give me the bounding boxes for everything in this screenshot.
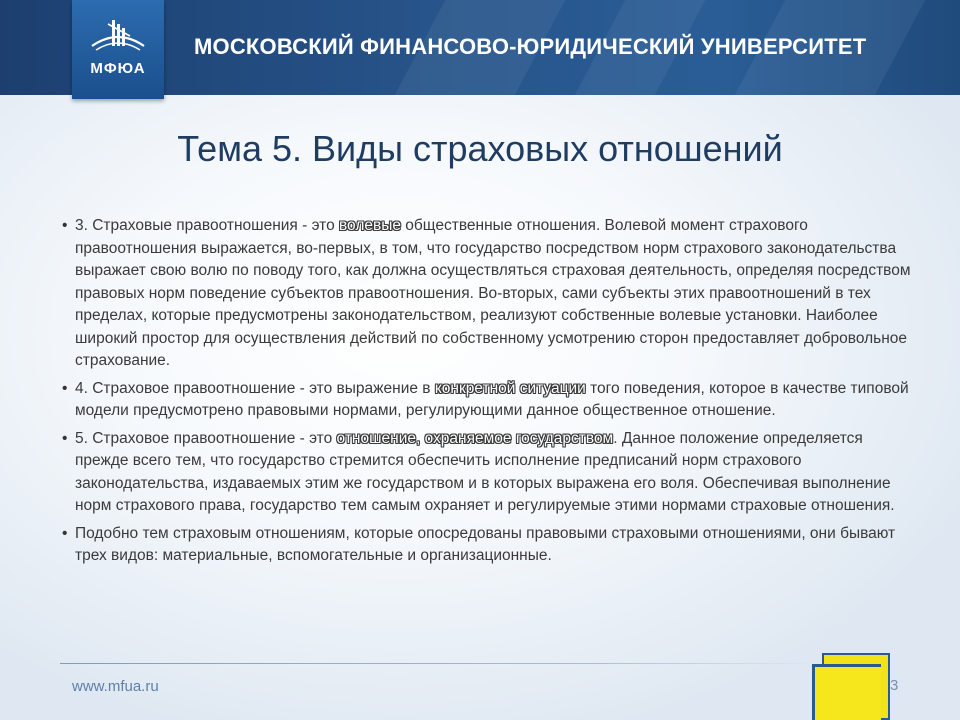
footer-url-link[interactable]: www.mfua.ru [72,678,159,695]
university-name: МОСКОВСКИЙ ФИНАНСОВО-ЮРИДИЧЕСКИЙ УНИВЕРСИТЕТ [194,34,867,59]
bullet-item [62,428,914,518]
bullet-text: того поведения, которое в качестве типовой модели предусмотрено правовыми нормами, регулирующими данное общественное отношение. [75,379,909,419]
footer-divider [60,663,820,664]
emphasized-term: конкретной ситуации [434,379,586,397]
bullet-text: 4. Страховое правоотношение - это выражение в [75,379,435,397]
emphasized-term: отношение, охраняемое государством [336,429,614,447]
slide-title: Тема 5. Виды страховых отношений [177,128,783,169]
bullet-text: Подобно тем страховым отношениям, которые опосредованы правовыми страховыми отношениями, они бывают трех видов: материальные, вспомогательные и организационные. [75,524,896,564]
bullet-marker: • [62,379,68,397]
slide-body [62,215,914,573]
bullet-text: 5. Страховое правоотношение - это [75,429,337,447]
bullet-item [62,215,914,373]
bullet-list [62,215,914,568]
bullet-marker: • [62,524,68,542]
bullet-item [62,378,914,423]
bullet-text: общественные отношения. Волевой момент страхового правоотношения выражается, во-первых, в том, что государство посредством норм страхового законодательства выражает свою волю по поводу того, как должна осуществляться страховая деятельность, определяя посредством правовых норм поведение субъектов правоотношения. Во-вторых, сами субъекты этих правоотношений в тех пределах, которые предусмотрены законодательством, реализуют собственные волевые установки. Наиболее широкий простор для осуществления действий по собственному усмотрению сторон предоставляет добровольное страхование. [75,217,911,369]
corner-decor-square-front [812,664,881,720]
bullet-marker: • [62,217,68,234]
bullet-text: . Данное положение определяется прежде всего тем, что государство стремится обеспечить исполнение предписаний норм страхового законодательства, издаваемых этим же государством и в которых выражена его воля. Обеспечивая выполнение норм страхового права, государство тем самым охраняет и регулируемые этими нормами страховые отношения. [75,429,895,514]
page-number: 3 [890,677,899,694]
bullet-item [62,523,914,568]
bullet-marker: • [62,429,68,447]
university-logo[interactable] [72,0,164,99]
bullet-text: 3. Страховые правоотношения - это [75,217,339,234]
logo-text: МФЮА [90,60,146,77]
emphasized-term: волевые [339,217,401,234]
logo-emblem-icon [86,16,150,56]
